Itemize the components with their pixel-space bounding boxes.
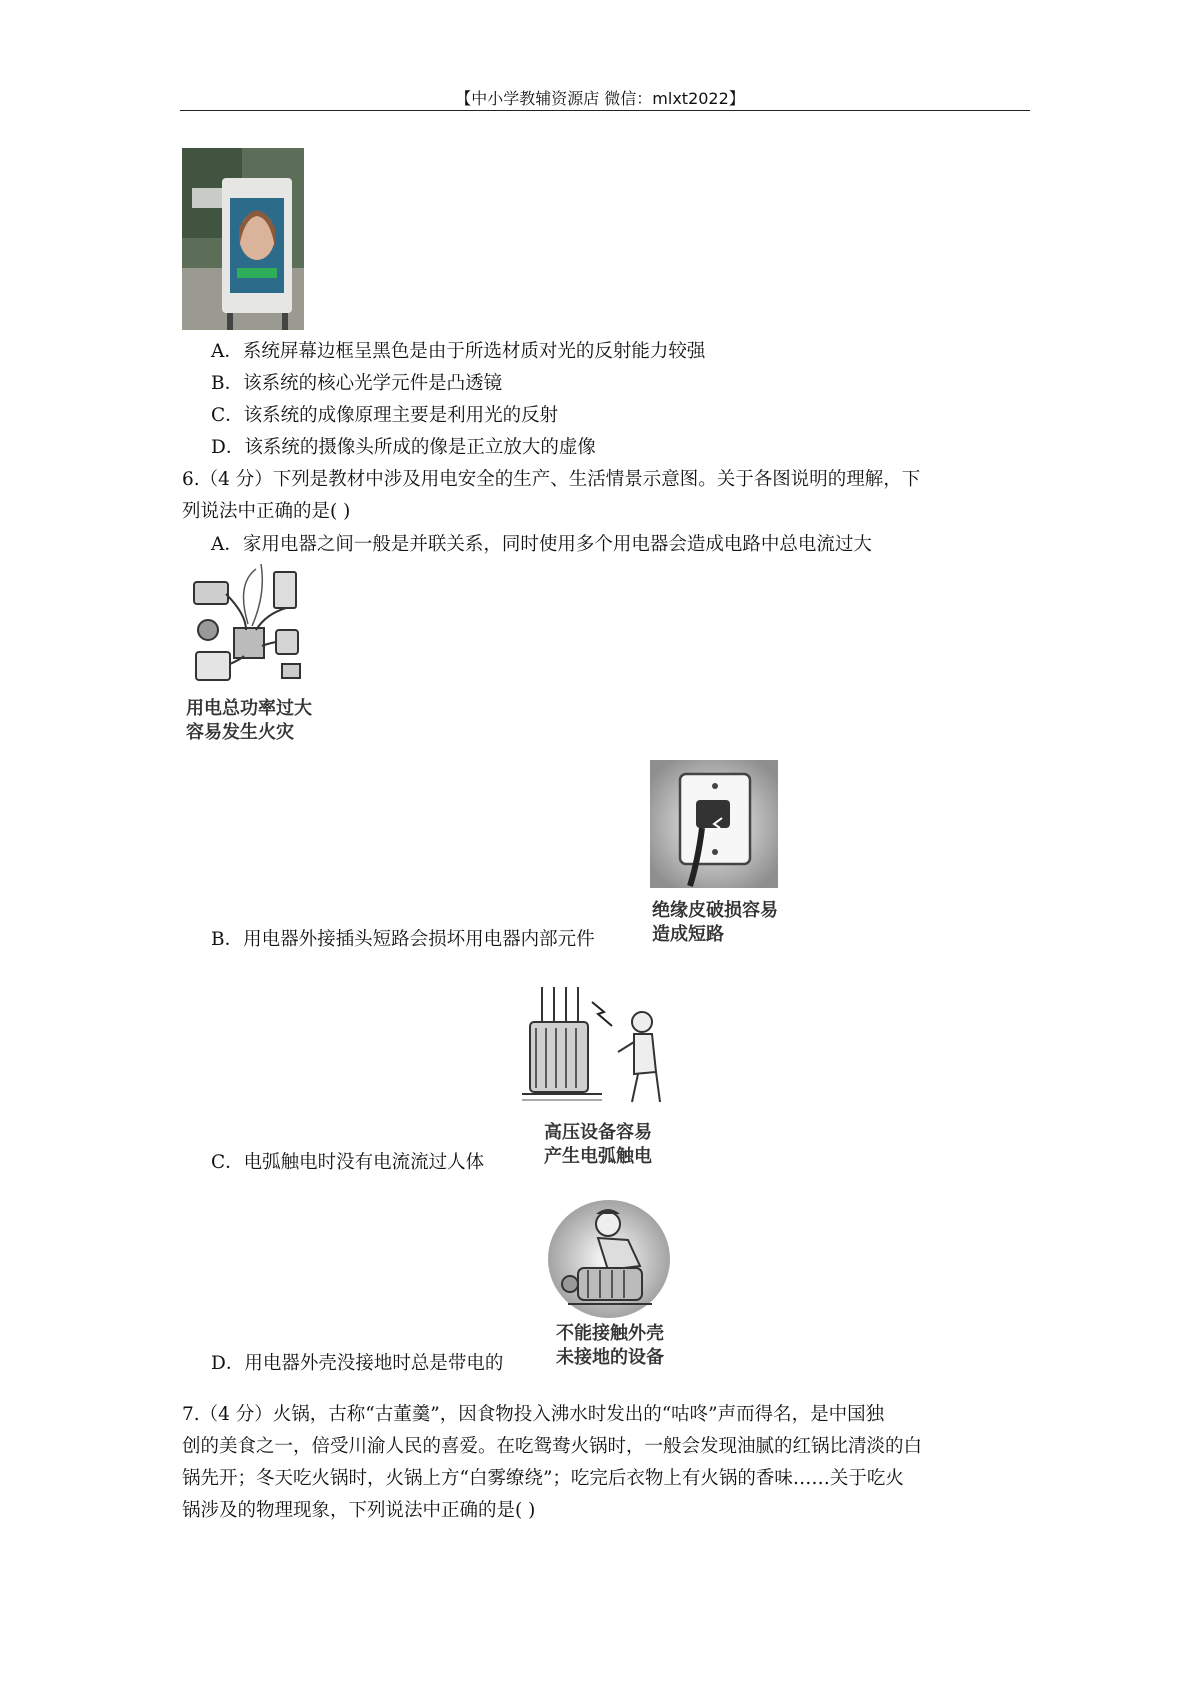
q5-option-c: C．该系统的成像原理主要是利用光的反射 <box>211 405 559 426</box>
figure-b-caption-line-2: 造成短路 <box>652 924 724 945</box>
q6-stem-line-1: 6.（4 分）下列是教材中涉及用电安全的生产、生活情景示意图。关于各图说明的理解，下 <box>182 469 921 490</box>
q7-stem-line-2: 创的美食之一，倍受川渝人民的喜爱。在吃鸳鸯火锅时，一般会发现油腻的红锅比清淡的白 <box>182 1436 923 1457</box>
q6-option-c: C．电弧触电时没有电流流过人体 <box>211 1152 485 1173</box>
high-voltage-arc-illustration <box>522 982 672 1110</box>
q6-stem-line-2: 列说法中正确的是( ) <box>182 501 351 522</box>
q5-option-a: A．系统屏幕边框呈黑色是由于所选材质对光的反射能力较强 <box>211 341 706 362</box>
figure-d-caption-line-2: 未接地的设备 <box>556 1347 664 1368</box>
figure-a-caption-line-2: 容易发生火灾 <box>186 722 294 743</box>
q5-option-b: B．该系统的核心光学元件是凸透镜 <box>211 373 503 394</box>
q5-option-d: D．该系统的摄像头所成的像是正立放大的虚像 <box>211 437 596 458</box>
face-recognition-terminal-photo <box>182 148 304 330</box>
figure-c-caption-line-2: 产生电弧触电 <box>544 1146 652 1167</box>
q6-option-a: A．家用电器之间一般是并联关系，同时使用多个用电器会造成电路中总电流过大 <box>211 534 872 555</box>
page-header: 【中小学教辅资源店 微信：mlxt2022】 <box>455 89 745 108</box>
figure-d-caption-line-1: 不能接触外壳 <box>556 1323 664 1344</box>
ungrounded-motor-illustration <box>548 1200 670 1318</box>
figure-b-caption-line-1: 绝缘皮破损容易 <box>652 900 778 921</box>
figure-a-caption-line-1: 用电总功率过大 <box>186 698 312 719</box>
q7-stem-line-1: 7.（4 分）火锅，古称“古董羹”，因食物投入沸水时发出的“咕咚”声而得名，是中国独 <box>182 1404 885 1425</box>
damaged-plug-illustration <box>650 760 778 888</box>
q6-option-b: B．用电器外接插头短路会损坏用电器内部元件 <box>211 929 595 950</box>
overload-outlet-illustration <box>186 564 316 692</box>
q7-stem-line-4: 锅涉及的物理现象，下列说法中正确的是( ) <box>182 1500 536 1521</box>
q6-option-d: D．用电器外壳没接地时总是带电的 <box>211 1353 504 1374</box>
figure-c-caption-line-1: 高压设备容易 <box>544 1122 652 1143</box>
q7-stem-line-3: 锅先开；冬天吃火锅时，火锅上方“白雾缭绕”；吃完后衣物上有火锅的香味……关于吃火 <box>182 1468 904 1489</box>
header-divider <box>180 110 1030 111</box>
